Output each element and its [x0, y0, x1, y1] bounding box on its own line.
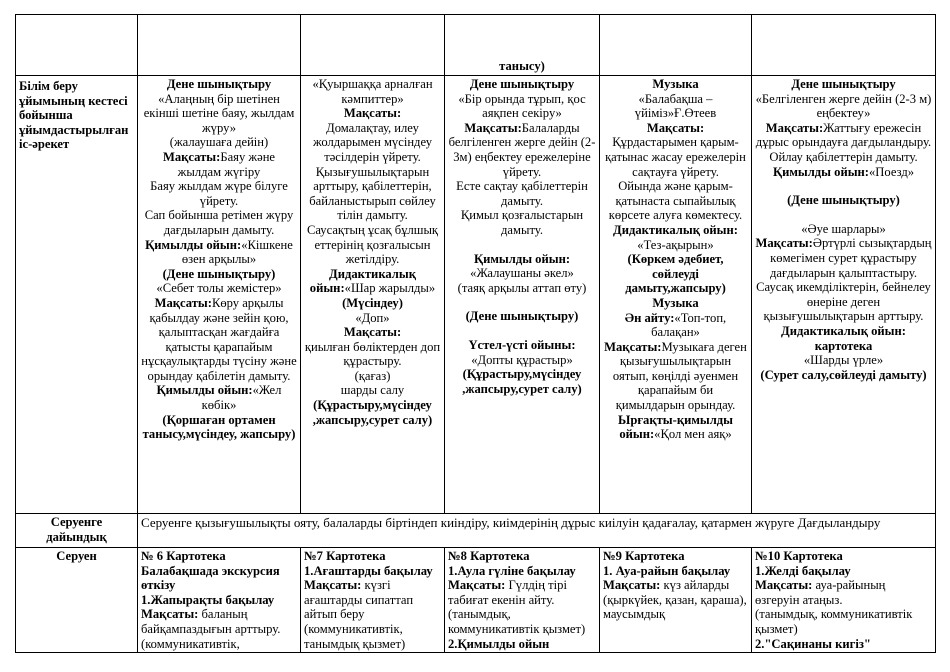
- bold-heading: Мақсаты:: [765, 120, 824, 135]
- walk-prep-text: Серуенге қызығушылықты ояту, балаларды біртіндеп киіндіру, киімдерінің дұрыс киілуін қадағалау, қатармен жүруге Дағдыландыру: [141, 515, 881, 530]
- bold-heading: Ырғақты-қимылды ойын:: [617, 412, 734, 442]
- plan-table: [15, 14, 936, 653]
- walk-line: 1.Ағаштарды бақылау: [304, 563, 433, 578]
- activity-paragraph: [141, 150, 297, 179]
- row-continuation: [16, 15, 936, 76]
- paragraph-text: «Балабақша – үйіміз»Ғ.Өтеев: [634, 91, 717, 121]
- paragraph-rest: Баяу және жылдам жүгіру: [177, 149, 276, 179]
- activity-paragraph: [304, 223, 441, 267]
- walk-label-text: Серуен: [56, 549, 97, 563]
- bold-heading: Қимылды ойын:: [772, 164, 869, 179]
- bold-heading: Дене шынықтыру: [791, 77, 896, 91]
- walk-line: 2."Сақинаны кигіз": [755, 636, 871, 651]
- activity-paragraph: [448, 367, 596, 396]
- activity-paragraph: [448, 338, 596, 353]
- activity-paragraph: [603, 311, 748, 340]
- walk-line: Мақсаты: ауа-райының өзгеруін атаңыз.: [755, 578, 886, 607]
- paragraph-text: «Әуе шарлары»: [801, 221, 886, 236]
- paragraph-rest: Әртүрлі сызықтардың көмегімен сурет құрастыру дағдыларын қалыптастыру.: [770, 236, 932, 280]
- row-walk-prep: [16, 514, 936, 548]
- bold-heading: Мақсаты:: [162, 149, 221, 164]
- activity-paragraph: [755, 179, 932, 193]
- activity-paragraph: [141, 92, 297, 136]
- activity-paragraph: [755, 353, 932, 368]
- activity-paragraph: [603, 121, 748, 136]
- bold-heading: Ән айту:: [624, 310, 675, 325]
- walk-line: (коммуникативтік,: [141, 636, 240, 651]
- walk-line: 1.Жапырақты бақылау: [141, 592, 275, 607]
- activity-paragraph: [603, 179, 748, 223]
- bold-heading: Үстел-үсті ойыны:: [468, 337, 576, 352]
- paragraph-text: (таяқ арқылы аттап өту): [457, 280, 587, 295]
- activity-paragraph: [755, 280, 932, 324]
- paragraph-rest: «Поезд»: [869, 164, 915, 179]
- bold-heading: (Дене шынықтыру): [787, 193, 900, 208]
- activity-paragraph: [141, 281, 297, 296]
- paragraph-text: Ойында және қарым-қатынаста сыпайылық көрсете алуға көмектесу.: [608, 179, 743, 223]
- bold-heading: (Құрастыру,мүсіндеу ,жапсыру,сурет салу): [312, 398, 433, 427]
- activity-paragraph: [141, 267, 297, 282]
- row-label-walk: [16, 548, 138, 653]
- activity-paragraph: [304, 296, 441, 311]
- paragraph-text: Есте сақтау қабілеттерін дамыту.: [456, 179, 588, 208]
- walk-line: №8 Картотека: [448, 549, 530, 563]
- paragraph-rest: «Қол мен аяқ»: [654, 427, 732, 442]
- paragraph-text: шарды салу: [340, 383, 405, 398]
- cell-walk-col5: [752, 548, 936, 653]
- paragraph-text: «Жалаушаны әкел»: [470, 266, 574, 281]
- paragraph-text: «Шарды үрле»: [803, 353, 884, 368]
- activity-paragraph: [304, 106, 441, 121]
- activity-paragraph: [755, 236, 932, 280]
- activity-paragraph: [448, 281, 596, 296]
- cell-r0-c5: [752, 15, 936, 76]
- cell-r0-c2: [301, 15, 445, 76]
- activity-paragraph: [755, 208, 932, 222]
- paragraph-text: Құрдастарымен қарым-қатынас жасау ережелерін сақтауға үйрету.: [605, 135, 746, 179]
- bold-heading: Дидактикалық ойын:: [613, 222, 738, 237]
- paragraph-text: Домалақтау, илеу жолдарымен мүсіндеу тәсілдерін үйрету.: [312, 120, 433, 164]
- activity-paragraph: [304, 311, 441, 326]
- activity-paragraph: [448, 353, 596, 368]
- cell-activity-col4: [600, 76, 752, 514]
- activity-paragraph: [448, 179, 596, 208]
- activity-paragraph: [448, 309, 596, 324]
- paragraph-text: «Белгіленген жерге дейін (2-3 м) еңбектеу»: [755, 91, 932, 121]
- row-label-walk-prep: [16, 514, 138, 548]
- bold-heading: Мақсаты:: [154, 295, 212, 310]
- walk-line: № 6 Картотека: [141, 549, 226, 563]
- paragraph-text: «Бір орында тұрып, қос аяқпен секіру»: [458, 91, 586, 121]
- bold-heading: (Көркем әдебиет, сөйлеуді дамыту,жапсыру): [625, 252, 726, 296]
- cell-walk-col3: [445, 548, 600, 653]
- activity-paragraph: [141, 383, 297, 412]
- paragraph-text: (қағаз): [354, 368, 391, 383]
- paragraph-rest: Жаттығу ережесін дұрыс орындауға дағдыландыру. Ойлау қабілеттерін дамыту.: [755, 120, 932, 164]
- bold-heading: Дене шынықтыру: [166, 77, 272, 91]
- activity-paragraph: [141, 208, 297, 237]
- activity-paragraph: [603, 296, 748, 311]
- walk-line: Мақсаты: Гүлдің тірі табиғат екенін айту.: [448, 578, 567, 607]
- paragraph-text: Сап бойынша ретімен жүру дағдыларын дамыту.: [144, 208, 294, 237]
- row-organized-activity: [16, 76, 936, 514]
- activity-paragraph: [755, 121, 932, 165]
- activity-paragraph: [304, 398, 441, 427]
- cell-r0-label: [16, 15, 138, 76]
- bold-heading: Мақсаты:: [464, 120, 522, 135]
- walk-line: 1. Ауа-райын бақылау: [603, 563, 731, 578]
- activity-paragraph: [448, 121, 596, 179]
- activity-paragraph: [141, 413, 297, 442]
- paragraph-text: «Қуыршаққа арналған кәмпиттер»: [312, 77, 433, 106]
- paragraph-rest: «Кішкене өзен арқылы»: [181, 237, 293, 267]
- walk-line: 1.Желді бақылау: [755, 563, 851, 578]
- activity-paragraph: [304, 325, 441, 340]
- paragraph-rest: «Топ-топ, балақан»: [651, 310, 727, 340]
- activity-paragraph: [603, 252, 748, 296]
- activity-paragraph: [603, 77, 748, 92]
- activity-paragraph: [304, 340, 441, 369]
- activity-paragraph: [448, 266, 596, 281]
- bold-heading: Мақсаты:: [604, 339, 662, 354]
- activity-paragraph: [141, 77, 297, 92]
- activity-paragraph: [304, 369, 441, 384]
- bold-heading: Мақсаты:: [646, 120, 705, 135]
- bold-heading: Мақсаты:: [755, 236, 813, 251]
- paragraph-text: «Доп»: [355, 310, 390, 325]
- paragraph-text: (жалаушаға дейін): [169, 135, 269, 150]
- activity-paragraph: [603, 413, 748, 442]
- paragraph-rest: Музыкаға деген қызығушылықтарын оятып, көңілді әуенмен қарапайым би қимылдарын орындау.: [612, 339, 747, 413]
- activity-paragraph: [304, 121, 441, 165]
- activity-paragraph: [304, 267, 441, 296]
- activity-paragraph: [448, 295, 596, 309]
- paragraph-text: «Алаңның бір шетінен екінші шетіне баяу, жылдам жүру»: [143, 91, 295, 135]
- bold-heading: Қимылды ойын:: [145, 237, 242, 252]
- activity-paragraph: [304, 165, 441, 223]
- cell-r0-c4: [600, 15, 752, 76]
- paragraph-text: «Себет толы жемістер»: [156, 281, 282, 296]
- paragraph-text: қиылған бөліктерден доп құрастыру.: [304, 339, 441, 369]
- walk-line: Мақсаты: баланың байқампаздығын арттыру.: [141, 607, 281, 636]
- activity-paragraph: [603, 238, 748, 253]
- activity-paragraph: [755, 92, 932, 121]
- cell-walk-col1: [138, 548, 301, 653]
- cell-walk-col2: [301, 548, 445, 653]
- cell-r0-c1: [138, 15, 301, 76]
- paragraph-text: Қимыл қозғалыстарын дамыту.: [460, 208, 584, 237]
- row-label-organized-activity: [16, 76, 138, 514]
- paragraph-text: «Тез-ақырын»: [637, 237, 714, 252]
- walk-line: Мақсаты: күз айларды (қыркүйек, қазан, қараша), маусымдық: [603, 578, 747, 622]
- paragraph-rest: Балаларды белгіленген жерге дейін (2-3м) еңбектеу ережелеріне үйрету.: [448, 120, 596, 179]
- activity-paragraph: [141, 296, 297, 384]
- bold-heading: Мақсаты:: [343, 106, 402, 121]
- paragraph-text: Қызығушылықтарын арттыру, қабілеттерін, байланыстырып сөйлеу тілін дамыту.: [309, 164, 436, 223]
- cell-walk-col4: [600, 548, 752, 653]
- paragraph-rest: Көру арқылы қабылдау және зейін қою, қалыптасқан жағдайға қатысты қарапайым нұсқаулықтарды түсіну және орындау қабілетін дамыту.: [141, 295, 297, 383]
- bold-heading: Мақсаты:: [343, 325, 402, 340]
- cell-activity-col5: [752, 76, 936, 514]
- activity-paragraph: [755, 165, 932, 180]
- walk-line: 1.Аула гүліне бақылау: [448, 563, 576, 578]
- bold-heading: Қимылды ойын:: [156, 383, 253, 398]
- walk-line: (танымдық, коммуникативтік қызмет): [755, 607, 913, 636]
- activity-paragraph: [304, 77, 441, 106]
- paragraph-rest: «Шар жарылды»: [344, 281, 436, 296]
- activity-paragraph: [448, 252, 596, 267]
- activity-paragraph: [755, 222, 932, 237]
- paragraph-text: Баяу жылдам жүре білуге үйрету.: [150, 179, 288, 208]
- bold-heading: (Қоршаған ортамен танысу,мүсіндеу, жапсыру): [142, 412, 296, 442]
- activity-paragraph: [448, 208, 596, 237]
- paragraph-rest: «Жел көбік»: [201, 383, 282, 413]
- activity-paragraph: [141, 135, 297, 150]
- activity-paragraph: [755, 77, 932, 92]
- activity-paragraph: [448, 324, 596, 338]
- cell-walk-prep: [138, 514, 936, 548]
- activity-paragraph: [448, 92, 596, 121]
- bold-heading: Дидактикалық ойын: картотека: [781, 323, 906, 353]
- activity-paragraph: [755, 193, 932, 208]
- walk-line: Мақсаты: күзгі ағаштарды сипаттап айтып беру: [304, 578, 414, 622]
- cell-activity-col2: [301, 76, 445, 514]
- bold-heading: (Дене шынықтыру): [465, 309, 579, 324]
- activity-paragraph: [603, 92, 748, 121]
- activity-paragraph: [448, 238, 596, 252]
- activity-paragraph: [603, 223, 748, 238]
- bold-heading: Дидактикалық ойын:: [309, 266, 416, 296]
- walk-prep-label-text: Серуенге дайындық: [46, 515, 107, 544]
- row-walk: [16, 548, 936, 653]
- activity-paragraph: [603, 340, 748, 413]
- continuation-text: танысу): [499, 59, 545, 74]
- activity-paragraph: [141, 238, 297, 267]
- bold-heading: (Құрастыру,мүсіндеу ,жапсыру,сурет салу): [462, 367, 582, 396]
- row-label-text: Білім беру ұйымының кестесі бойынша ұйымдастырылған іс-әрекет: [19, 79, 129, 152]
- activity-paragraph: [304, 383, 441, 398]
- bold-heading: Дене шынықтыру: [469, 77, 575, 91]
- bold-heading: (Дене шынықтыру): [162, 266, 276, 281]
- bold-heading: (Сурет салу,сөйлеуді дамыту): [760, 367, 927, 382]
- paragraph-text: Саусақ икемділіктерін, бейнелеу өнеріне деген қызығушылықтарын арттыру.: [756, 280, 931, 324]
- bold-heading: Музыка: [652, 77, 699, 91]
- bold-heading: (Мүсіндеу): [342, 295, 403, 310]
- bold-heading: Қимылды ойын:: [473, 251, 571, 266]
- walk-line: 2.Қимылды ойын: [448, 636, 550, 651]
- activity-paragraph: [448, 77, 596, 92]
- cell-activity-col3: [445, 76, 600, 514]
- walk-line: №10 Картотека: [755, 549, 843, 563]
- activity-paragraph: [755, 324, 932, 353]
- activity-paragraph: [755, 368, 932, 383]
- walk-line: №7 Картотека: [304, 549, 386, 563]
- bold-heading: Музыка: [652, 295, 699, 310]
- walk-line: (танымдық, коммуникативтік қызмет): [448, 607, 586, 636]
- walk-line: №9 Картотека: [603, 549, 685, 563]
- walk-line: Балабақшада экскурсия өткізу: [141, 563, 280, 593]
- activity-paragraph: [603, 135, 748, 179]
- walk-line: (коммуникативтік, танымдық қызмет): [304, 621, 406, 651]
- activity-paragraph: [141, 179, 297, 208]
- paragraph-text: Саусақтың ұсақ бұлшық еттерінің қозғалысын жетілдіру.: [306, 222, 439, 267]
- cell-r0-c3: [445, 15, 600, 76]
- paragraph-text: «Допты құрастыр»: [471, 352, 573, 367]
- cell-activity-col1: [138, 76, 301, 514]
